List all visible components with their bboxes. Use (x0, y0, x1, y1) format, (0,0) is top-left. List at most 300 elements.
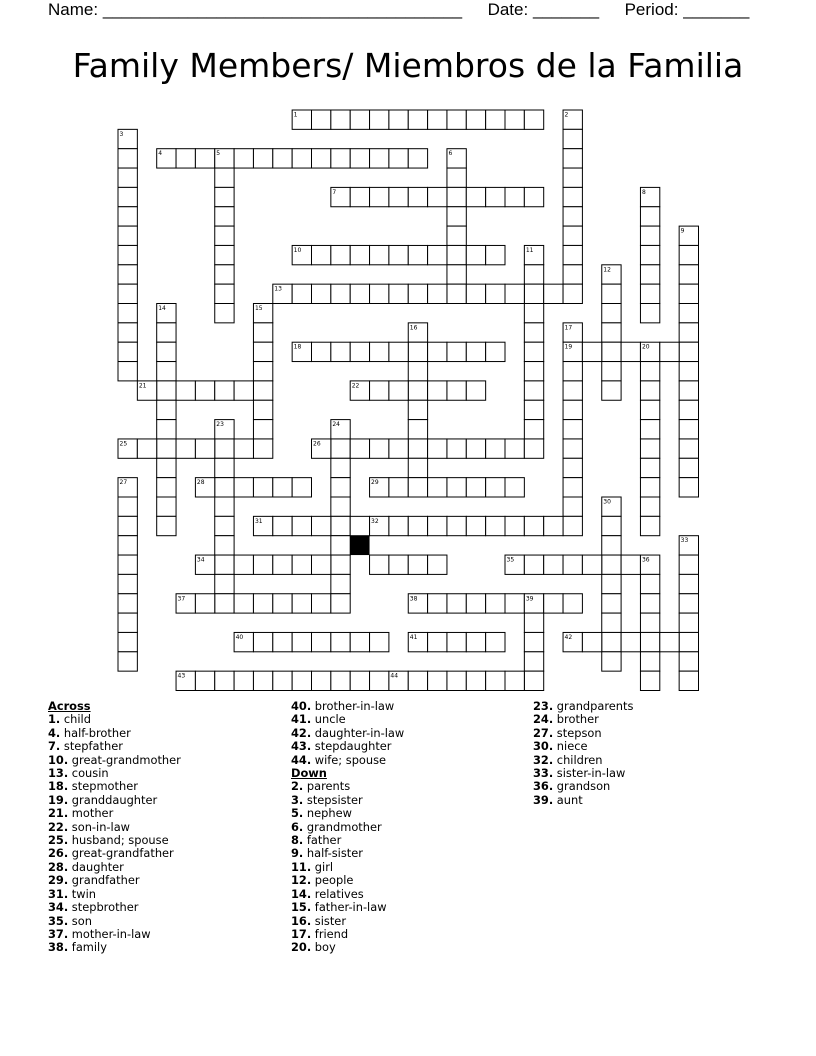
grid-cell[interactable] (157, 362, 176, 381)
grid-cell[interactable] (640, 362, 659, 381)
grid-cell[interactable] (157, 478, 176, 497)
grid-cell[interactable] (428, 381, 447, 400)
grid-cell[interactable] (234, 671, 253, 690)
grid-cell[interactable] (679, 555, 698, 574)
grid-cell[interactable] (563, 129, 582, 148)
grid-cell[interactable] (640, 284, 659, 303)
grid-cell[interactable] (505, 187, 524, 206)
grid-cell[interactable] (428, 187, 447, 206)
grid-cell[interactable] (408, 400, 427, 419)
grid-cell[interactable] (389, 187, 408, 206)
grid-cell[interactable] (312, 516, 331, 535)
grid-cell[interactable] (331, 497, 350, 516)
grid-cell[interactable] (157, 458, 176, 477)
grid-cell[interactable] (215, 381, 234, 400)
grid-cell[interactable] (602, 323, 621, 342)
grid-cell[interactable] (505, 284, 524, 303)
grid-cell[interactable] (524, 439, 543, 458)
grid-cell[interactable] (215, 439, 234, 458)
grid-cell[interactable] (370, 110, 389, 129)
grid-cell[interactable] (215, 226, 234, 245)
grid-cell[interactable] (350, 110, 369, 129)
grid-cell[interactable] (563, 381, 582, 400)
grid-cell[interactable] (195, 594, 214, 613)
grid-cell[interactable] (466, 245, 485, 264)
grid-cell[interactable] (466, 342, 485, 361)
grid-cell[interactable] (679, 400, 698, 419)
grid-cell[interactable] (370, 149, 389, 168)
grid-cell[interactable] (428, 632, 447, 651)
grid-cell[interactable] (602, 284, 621, 303)
grid-cell[interactable] (466, 187, 485, 206)
grid-cell[interactable] (215, 536, 234, 555)
grid-cell[interactable] (408, 187, 427, 206)
grid-cell[interactable] (660, 632, 679, 651)
grid-cell[interactable] (253, 149, 272, 168)
grid-cell[interactable] (215, 671, 234, 690)
grid-cell[interactable] (428, 516, 447, 535)
grid-cell[interactable] (292, 555, 311, 574)
grid-cell[interactable] (350, 671, 369, 690)
grid-cell[interactable] (602, 632, 621, 651)
grid-cell[interactable] (234, 149, 253, 168)
grid-cell[interactable] (679, 478, 698, 497)
grid-cell[interactable] (563, 497, 582, 516)
grid-cell[interactable] (157, 497, 176, 516)
grid-cell[interactable] (447, 632, 466, 651)
grid-cell[interactable] (486, 284, 505, 303)
grid-cell[interactable] (312, 342, 331, 361)
grid-cell[interactable] (292, 671, 311, 690)
grid-cell[interactable] (428, 284, 447, 303)
grid-cell[interactable] (118, 594, 137, 613)
grid-cell[interactable] (679, 245, 698, 264)
grid-cell[interactable] (582, 555, 601, 574)
grid-cell[interactable] (331, 342, 350, 361)
grid-cell[interactable] (370, 381, 389, 400)
grid-cell[interactable] (486, 594, 505, 613)
grid-cell[interactable] (466, 284, 485, 303)
grid-cell[interactable] (215, 284, 234, 303)
grid-cell[interactable] (408, 381, 427, 400)
grid-cell[interactable] (428, 110, 447, 129)
grid-cell[interactable] (505, 594, 524, 613)
grid-cell[interactable] (157, 342, 176, 361)
grid-cell[interactable] (640, 420, 659, 439)
grid-cell[interactable] (640, 497, 659, 516)
grid-cell[interactable] (486, 110, 505, 129)
grid-cell[interactable] (447, 187, 466, 206)
grid-cell[interactable] (602, 362, 621, 381)
grid-cell[interactable] (195, 671, 214, 690)
grid-cell[interactable] (118, 168, 137, 187)
grid-cell[interactable] (292, 516, 311, 535)
grid-cell[interactable] (350, 439, 369, 458)
grid-cell[interactable] (505, 439, 524, 458)
grid-cell[interactable] (408, 342, 427, 361)
grid-cell[interactable] (524, 284, 543, 303)
grid-cell[interactable] (466, 594, 485, 613)
grid-cell[interactable] (118, 284, 137, 303)
grid-cell[interactable] (408, 555, 427, 574)
grid-cell[interactable] (253, 400, 272, 419)
grid-cell[interactable] (486, 632, 505, 651)
grid-cell[interactable] (640, 400, 659, 419)
grid-cell[interactable] (640, 478, 659, 497)
grid-cell[interactable] (679, 362, 698, 381)
grid-cell[interactable] (524, 187, 543, 206)
grid-cell[interactable] (157, 439, 176, 458)
grid-cell[interactable] (466, 478, 485, 497)
grid-cell[interactable] (215, 245, 234, 264)
grid-cell[interactable] (253, 420, 272, 439)
period-blank[interactable]: _______ (683, 0, 750, 19)
grid-cell[interactable] (524, 342, 543, 361)
grid-cell[interactable] (157, 381, 176, 400)
grid-cell[interactable] (215, 304, 234, 323)
grid-cell[interactable] (215, 574, 234, 593)
grid-cell[interactable] (602, 652, 621, 671)
grid-cell[interactable] (253, 362, 272, 381)
grid-cell[interactable] (408, 458, 427, 477)
grid-cell[interactable] (118, 516, 137, 535)
grid-cell[interactable] (370, 555, 389, 574)
grid-cell[interactable] (447, 284, 466, 303)
grid-cell[interactable] (563, 168, 582, 187)
grid-cell[interactable] (370, 187, 389, 206)
grid-cell[interactable] (563, 400, 582, 419)
grid-cell[interactable] (215, 207, 234, 226)
grid-cell[interactable] (389, 245, 408, 264)
grid-cell[interactable] (350, 187, 369, 206)
grid-cell[interactable] (466, 516, 485, 535)
grid-cell[interactable] (408, 478, 427, 497)
grid-cell[interactable] (370, 671, 389, 690)
grid-cell[interactable] (408, 671, 427, 690)
grid-cell[interactable] (602, 304, 621, 323)
grid-cell[interactable] (118, 613, 137, 632)
grid-cell[interactable] (408, 516, 427, 535)
grid-cell[interactable] (408, 110, 427, 129)
grid-cell[interactable] (428, 555, 447, 574)
grid-cell[interactable] (563, 207, 582, 226)
grid-cell[interactable] (447, 226, 466, 245)
grid-cell[interactable] (118, 497, 137, 516)
grid-cell[interactable] (505, 516, 524, 535)
grid-cell[interactable] (524, 613, 543, 632)
grid-cell[interactable] (447, 478, 466, 497)
grid-cell[interactable] (563, 149, 582, 168)
grid-cell[interactable] (312, 110, 331, 129)
grid-cell[interactable] (486, 478, 505, 497)
grid-cell[interactable] (621, 555, 640, 574)
grid-cell[interactable] (389, 516, 408, 535)
grid-cell[interactable] (331, 516, 350, 535)
grid-cell[interactable] (408, 245, 427, 264)
grid-cell[interactable] (118, 304, 137, 323)
grid-cell[interactable] (621, 342, 640, 361)
grid-cell[interactable] (331, 555, 350, 574)
grid-cell[interactable] (350, 516, 369, 535)
grid-cell[interactable] (215, 497, 234, 516)
grid-cell[interactable] (679, 304, 698, 323)
grid-cell[interactable] (640, 652, 659, 671)
grid-cell[interactable] (447, 439, 466, 458)
grid-cell[interactable] (679, 342, 698, 361)
grid-cell[interactable] (408, 420, 427, 439)
grid-cell[interactable] (640, 304, 659, 323)
grid-cell[interactable] (157, 323, 176, 342)
grid-cell[interactable] (350, 342, 369, 361)
grid-cell[interactable] (640, 574, 659, 593)
grid-cell[interactable] (486, 516, 505, 535)
grid-cell[interactable] (370, 632, 389, 651)
grid-cell[interactable] (544, 594, 563, 613)
grid-cell[interactable] (389, 342, 408, 361)
grid-cell[interactable] (640, 226, 659, 245)
grid-cell[interactable] (312, 671, 331, 690)
grid-cell[interactable] (524, 516, 543, 535)
grid-cell[interactable] (640, 207, 659, 226)
grid-cell[interactable] (466, 632, 485, 651)
grid-cell[interactable] (428, 439, 447, 458)
grid-cell[interactable] (389, 478, 408, 497)
grid-cell[interactable] (602, 574, 621, 593)
grid-cell[interactable] (215, 478, 234, 497)
grid-cell[interactable] (679, 652, 698, 671)
grid-cell[interactable] (679, 613, 698, 632)
grid-cell[interactable] (292, 284, 311, 303)
grid-cell[interactable] (118, 226, 137, 245)
grid-cell[interactable] (602, 555, 621, 574)
grid-cell[interactable] (447, 110, 466, 129)
grid-cell[interactable] (331, 574, 350, 593)
grid-cell[interactable] (370, 284, 389, 303)
grid-cell[interactable] (544, 284, 563, 303)
grid-cell[interactable] (524, 381, 543, 400)
grid-cell[interactable] (563, 245, 582, 264)
grid-cell[interactable] (215, 555, 234, 574)
grid-cell[interactable] (176, 149, 195, 168)
grid-cell[interactable] (524, 420, 543, 439)
grid-cell[interactable] (215, 187, 234, 206)
grid-cell[interactable] (582, 342, 601, 361)
grid-cell[interactable] (563, 555, 582, 574)
grid-cell[interactable] (447, 342, 466, 361)
grid-cell[interactable] (602, 516, 621, 535)
grid-cell[interactable] (563, 594, 582, 613)
grid-cell[interactable] (679, 671, 698, 690)
grid-cell[interactable] (312, 632, 331, 651)
grid-cell[interactable] (331, 245, 350, 264)
grid-cell[interactable] (331, 632, 350, 651)
grid-cell[interactable] (273, 632, 292, 651)
grid-cell[interactable] (679, 439, 698, 458)
grid-cell[interactable] (215, 516, 234, 535)
grid-cell[interactable] (447, 168, 466, 187)
grid-cell[interactable] (640, 516, 659, 535)
grid-cell[interactable] (370, 439, 389, 458)
grid-cell[interactable] (215, 168, 234, 187)
grid-cell[interactable] (563, 226, 582, 245)
grid-cell[interactable] (137, 439, 156, 458)
grid-cell[interactable] (389, 110, 408, 129)
grid-cell[interactable] (253, 323, 272, 342)
grid-cell[interactable] (640, 265, 659, 284)
grid-cell[interactable] (253, 594, 272, 613)
grid-cell[interactable] (389, 381, 408, 400)
grid-cell[interactable] (215, 265, 234, 284)
grid-cell[interactable] (273, 671, 292, 690)
grid-cell[interactable] (447, 671, 466, 690)
grid-cell[interactable] (331, 110, 350, 129)
grid-cell[interactable] (253, 671, 272, 690)
grid-cell[interactable] (312, 594, 331, 613)
grid-cell[interactable] (640, 632, 659, 651)
grid-cell[interactable] (312, 555, 331, 574)
grid-cell[interactable] (640, 671, 659, 690)
grid-cell[interactable] (408, 284, 427, 303)
grid-cell[interactable] (389, 439, 408, 458)
grid-cell[interactable] (312, 284, 331, 303)
grid-cell[interactable] (118, 362, 137, 381)
grid-cell[interactable] (447, 516, 466, 535)
grid-cell[interactable] (447, 207, 466, 226)
grid-cell[interactable] (118, 207, 137, 226)
grid-cell[interactable] (176, 381, 195, 400)
grid-cell[interactable] (640, 594, 659, 613)
grid-cell[interactable] (292, 478, 311, 497)
grid-cell[interactable] (234, 555, 253, 574)
grid-cell[interactable] (563, 420, 582, 439)
grid-cell[interactable] (350, 284, 369, 303)
grid-cell[interactable] (195, 149, 214, 168)
grid-cell[interactable] (486, 245, 505, 264)
grid-cell[interactable] (118, 323, 137, 342)
grid-cell[interactable] (679, 458, 698, 477)
grid-cell[interactable] (273, 478, 292, 497)
grid-cell[interactable] (505, 478, 524, 497)
grid-cell[interactable] (331, 439, 350, 458)
grid-cell[interactable] (176, 439, 195, 458)
grid-cell[interactable] (524, 110, 543, 129)
grid-cell[interactable] (466, 671, 485, 690)
grid-cell[interactable] (195, 439, 214, 458)
grid-cell[interactable] (524, 304, 543, 323)
grid-cell[interactable] (447, 381, 466, 400)
grid-cell[interactable] (118, 187, 137, 206)
grid-cell[interactable] (505, 110, 524, 129)
grid-cell[interactable] (408, 439, 427, 458)
grid-cell[interactable] (563, 187, 582, 206)
grid-cell[interactable] (118, 245, 137, 264)
grid-cell[interactable] (331, 458, 350, 477)
grid-cell[interactable] (428, 671, 447, 690)
grid-cell[interactable] (253, 632, 272, 651)
grid-cell[interactable] (563, 362, 582, 381)
grid-cell[interactable] (524, 323, 543, 342)
grid-cell[interactable] (215, 594, 234, 613)
grid-cell[interactable] (466, 381, 485, 400)
grid-cell[interactable] (292, 149, 311, 168)
grid-cell[interactable] (331, 149, 350, 168)
grid-cell[interactable] (544, 555, 563, 574)
grid-cell[interactable] (253, 342, 272, 361)
grid-cell[interactable] (157, 420, 176, 439)
grid-cell[interactable] (118, 574, 137, 593)
grid-cell[interactable] (679, 420, 698, 439)
grid-cell[interactable] (660, 342, 679, 361)
grid-cell[interactable] (157, 400, 176, 419)
grid-cell[interactable] (428, 342, 447, 361)
grid-cell[interactable] (234, 478, 253, 497)
grid-cell[interactable] (234, 381, 253, 400)
grid-cell[interactable] (118, 632, 137, 651)
grid-cell[interactable] (428, 478, 447, 497)
grid-cell[interactable] (563, 265, 582, 284)
grid-cell[interactable] (524, 400, 543, 419)
grid-cell[interactable] (312, 149, 331, 168)
grid-cell[interactable] (679, 265, 698, 284)
grid-cell[interactable] (389, 149, 408, 168)
grid-cell[interactable] (331, 536, 350, 555)
grid-cell[interactable] (215, 458, 234, 477)
grid-cell[interactable] (602, 342, 621, 361)
grid-cell[interactable] (331, 671, 350, 690)
grid-cell[interactable] (602, 536, 621, 555)
grid-cell[interactable] (273, 516, 292, 535)
grid-cell[interactable] (563, 458, 582, 477)
grid-cell[interactable] (195, 381, 214, 400)
grid-cell[interactable] (679, 594, 698, 613)
grid-cell[interactable] (563, 284, 582, 303)
grid-cell[interactable] (524, 671, 543, 690)
grid-cell[interactable] (466, 439, 485, 458)
grid-cell[interactable] (640, 439, 659, 458)
grid-cell[interactable] (331, 594, 350, 613)
grid-cell[interactable] (447, 265, 466, 284)
grid-cell[interactable] (466, 110, 485, 129)
grid-cell[interactable] (118, 555, 137, 574)
grid-cell[interactable] (350, 632, 369, 651)
grid-cell[interactable] (640, 613, 659, 632)
grid-cell[interactable] (563, 516, 582, 535)
grid-cell[interactable] (524, 265, 543, 284)
grid-cell[interactable] (408, 362, 427, 381)
grid-cell[interactable] (370, 245, 389, 264)
grid-cell[interactable] (447, 594, 466, 613)
grid-cell[interactable] (621, 632, 640, 651)
grid-cell[interactable] (679, 574, 698, 593)
grid-cell[interactable] (602, 381, 621, 400)
date-blank[interactable]: _______ (532, 0, 600, 19)
grid-cell[interactable] (118, 536, 137, 555)
grid-cell[interactable] (331, 284, 350, 303)
grid-cell[interactable] (679, 284, 698, 303)
grid-cell[interactable] (253, 478, 272, 497)
grid-cell[interactable] (273, 149, 292, 168)
grid-cell[interactable] (679, 381, 698, 400)
grid-cell[interactable] (312, 245, 331, 264)
grid-cell[interactable] (582, 632, 601, 651)
grid-cell[interactable] (524, 632, 543, 651)
grid-cell[interactable] (253, 439, 272, 458)
grid-cell[interactable] (253, 555, 272, 574)
grid-cell[interactable] (524, 362, 543, 381)
grid-cell[interactable] (486, 671, 505, 690)
grid-cell[interactable] (273, 594, 292, 613)
grid-cell[interactable] (447, 245, 466, 264)
